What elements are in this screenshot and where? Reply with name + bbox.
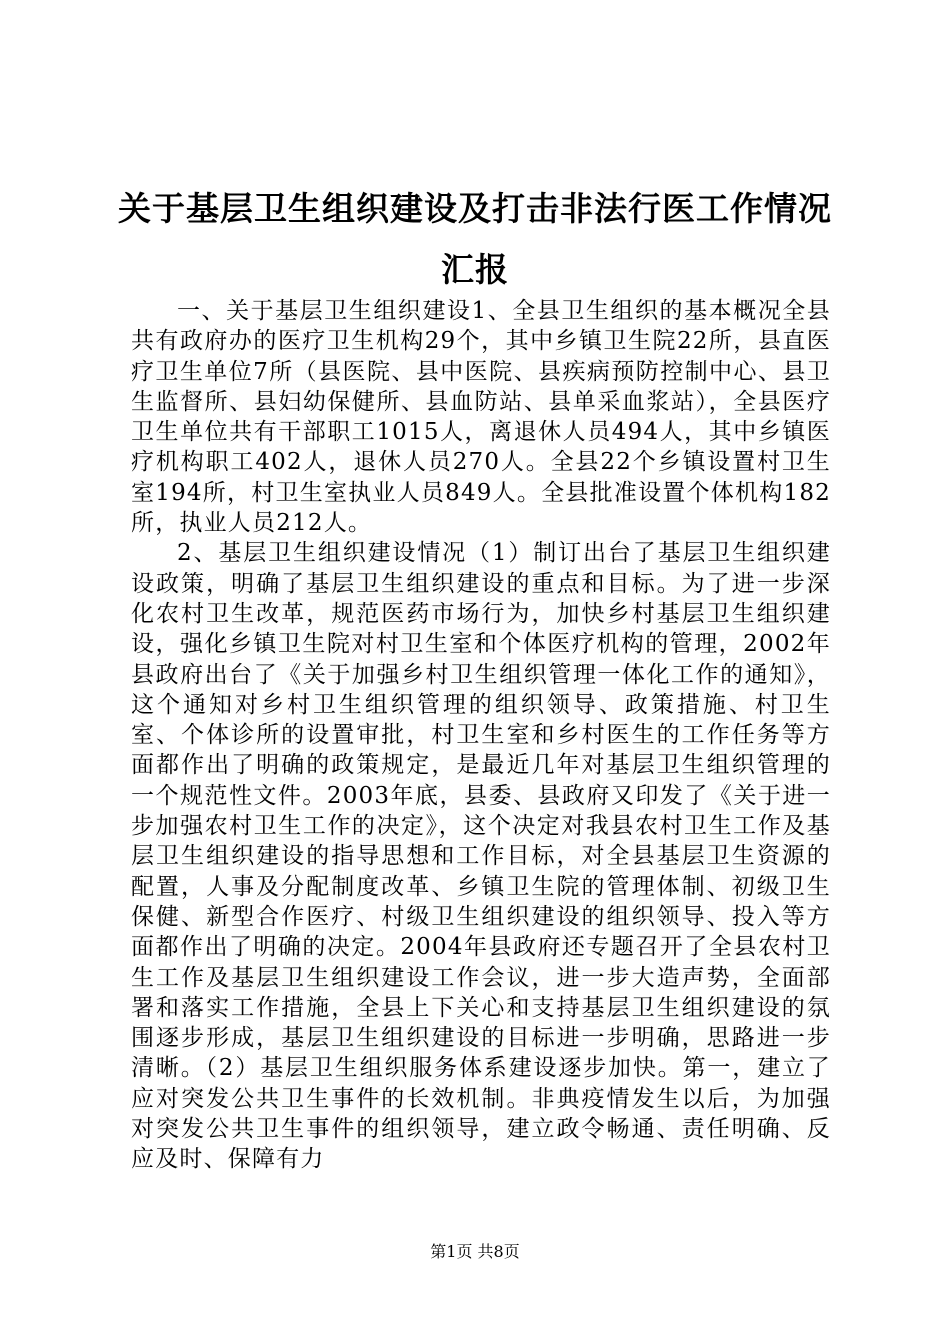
paragraph-2: 2、基层卫生组织建设情况（1）制订出台了基层卫生组织建设政策，明确了基层卫生组织建设的重点和目标。为了进一步深化农村卫生改革，规范医药市场行为，加快乡村基层卫生组织建设，强化乡镇卫生院对村卫生室和个体医疗机构的管理，2002年县政府出台了《关于加强乡村卫生组织管理一体化工作的通知》，这个通知对乡村卫生组织管理的组织领导、政策措施、村卫生室、个体诊所的设置审批，村卫生室和乡村医生的工作任务等方面都作出了明确的政策规定，是最近几年对基层卫生组织管理的一个规范性文件。2003年底，县委、县政府又印发了《关于进一步加强农村卫生工作的决定》，这个决定对我县农村卫生工作及基层卫生组织建设的指导思想和工作目标，对全县基层卫生资源的配置，人事及分配制度改革、乡镇卫生院的管理体制、初级卫生保健、新型合作医疗、村级卫生组织建设的组织领导、投入等方面都作出了明确的决定。2004年县政府还专题召开了全县农村卫生工作及基层卫生组织建设工作会议，进一步大造声势，全面部署和落实工作措施，全县上下关心和支持基层卫生组织建设的氛围逐步形成，基层卫生组织建设的目标进一步明确，思路进一步清晰。（2）基层卫生组织服务体系建设逐步加快。第一，建立了应对突发公共卫生事件的长效机制。非典疫情发生以后，为加强对突发公共卫生事件的组织领导，建立政令畅通、责任明确、反应及时、保障有力	[131, 540, 831, 1173]
page-footer: 第1页 共8页	[430, 1242, 520, 1261]
document-title: 关于基层卫生组织建设及打击非法行医工作情况汇报	[118, 189, 832, 289]
document-body	[131, 296, 831, 1175]
paragraph-1: 一、关于基层卫生组织建设1、全县卫生组织的基本概况全县共有政府办的医疗卫生机构29个，其中乡镇卫生院22所，县直医疗卫生单位7所（县医院、县中医院、县疾病预防控制中心、县卫生监督所、县妇幼保健所、县血防站、县单采血浆站），全县医疗卫生单位共有干部职工1015人，离退休人员494人，其中乡镇医疗机构职工402人，退休人员270人。全县22个乡镇设置村卫生室194所，村卫生室执业人员849人。全县批准设置个体机构182所，执业人员212人。	[131, 298, 831, 537]
